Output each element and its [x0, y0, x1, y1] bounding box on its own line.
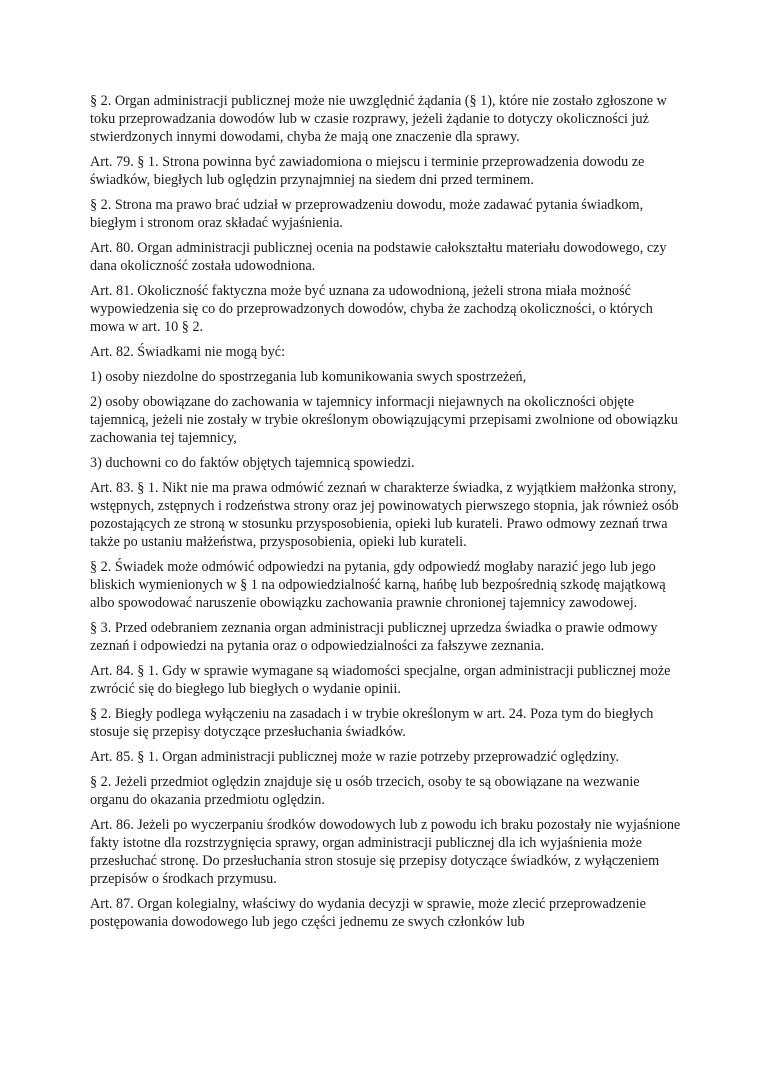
paragraph-art82-point3: 3) duchowni co do faktów objętych tajemnicą spowiedzi. [90, 455, 415, 471]
paragraph-art82-point2: 2) osoby obowiązane do zachowania w tajemnicy informacji niejawnych na okoliczności objęte tajemnicą, jeżeli nie zostały w trybie określonym obowiązującymi przepisami zwolnione od obowiązku zachowania tej tajemnicy, [90, 394, 678, 446]
paragraph-art83-par2: § 2. Świadek może odmówić odpowiedzi na pytania, gdy odpowiedź mogłaby narazić jego lub jego bliskich wymienionych w § 1 na odpowiedzialność karną, hańbę lub bezpośrednią szkodę majątkową albo spowodować naruszenie obowiązku zachowania prawnie chronionej tajemnicy zawodowej. [90, 559, 666, 611]
paragraph-art85-par1: Art. 85. § 1. Organ administracji publicznej może w razie potrzeby przeprowadzić oględziny. [90, 749, 620, 765]
paragraph-art79-par1: Art. 79. § 1. Strona powinna być zawiadomiona o miejscu i terminie przeprowadzenia dowodu ze świadków, biegłych lub oględzin przynajmniej na siedem dni przed terminem. [90, 154, 645, 188]
paragraph-art84-par1: Art. 84. § 1. Gdy w sprawie wymagane są wiadomości specjalne, organ administracji publicznej może zwrócić się do biegłego lub biegłych o wydanie opinii. [90, 663, 671, 697]
paragraph-art82: Art. 82. Świadkami nie mogą być: [90, 344, 286, 360]
paragraph-art86: Art. 86. Jeżeli po wyczerpaniu środków dowodowych lub z powodu ich braku pozostały nie wyjaśnione fakty istotne dla rozstrzygnięcia sprawy, organ administracji publicznej dla ich wyjaśnienia może przesłuchać stronę. Do przesłuchania stron stosuje się przepisy dotyczące świadków, z wyłączeniem przepisów o środkach przymusu. [90, 817, 681, 887]
paragraph-art80: Art. 80. Organ administracji publicznej ocenia na podstawie całokształtu materiału dowodowego, czy dana okoliczność została udowodniona. [90, 240, 667, 274]
paragraph-art78-par2: § 2. Organ administracji publicznej może nie uwzględnić żądania (§ 1), które nie zostało zgłoszone w toku przeprowadzania dowodów lub w czasie rozprawy, jeżeli żądanie to dotyczy okoliczności już stwierdzonych innymi dowodami, chyba że mają one znaczenie dla sprawy. [90, 93, 667, 145]
paragraph-art83-par1: Art. 83. § 1. Nikt nie ma prawa odmówić zeznań w charakterze świadka, z wyjątkiem małżonka strony, wstępnych, zstępnych i rodzeństwa strony oraz jej powinowatych pierwszego stopnia, jak również osób pozostających ze stroną w stosunku przysposobienia, opieki lub kurateli. Prawo odmowy zeznań trwa także po ustaniu małżeństwa, przysposobienia, opieki lub kurateli. [90, 480, 679, 550]
paragraph-art81: Art. 81. Okoliczność faktyczna może być uznana za udowodnioną, jeżeli strona miała możność wypowiedzenia się co do przeprowadzonych dowodów, chyba że zachodzą okoliczności, o których mowa w art. 10 § 2. [90, 283, 653, 335]
document-page [90, 92, 682, 938]
paragraph-art85-par2: § 2. Jeżeli przedmiot oględzin znajduje się u osób trzecich, osoby te są obowiązane na wezwanie organu do okazania przedmiotu oględzin. [90, 774, 640, 808]
paragraph-art82-point1: 1) osoby niezdolne do spostrzegania lub komunikowania swych spostrzeżeń, [90, 369, 527, 385]
paragraph-art83-par3: § 3. Przed odebraniem zeznania organ administracji publicznej uprzedza świadka o prawie odmowy zeznań i odpowiedzi na pytania oraz o odpowiedzialności za fałszywe zeznania. [90, 620, 658, 654]
paragraph-art87: Art. 87. Organ kolegialny, właściwy do wydania decyzji w sprawie, może zlecić przeprowadzenie postępowania dowodowego lub jego części jednemu ze swych członków lub [90, 896, 646, 930]
paragraph-art84-par2: § 2. Biegły podlega wyłączeniu na zasadach i w trybie określonym w art. 24. Poza tym do biegłych stosuje się przepisy dotyczące przesłuchania świadków. [90, 706, 654, 740]
paragraph-art79-par2: § 2. Strona ma prawo brać udział w przeprowadzeniu dowodu, może zadawać pytania świadkom, biegłym i stronom oraz składać wyjaśnienia. [90, 197, 644, 231]
